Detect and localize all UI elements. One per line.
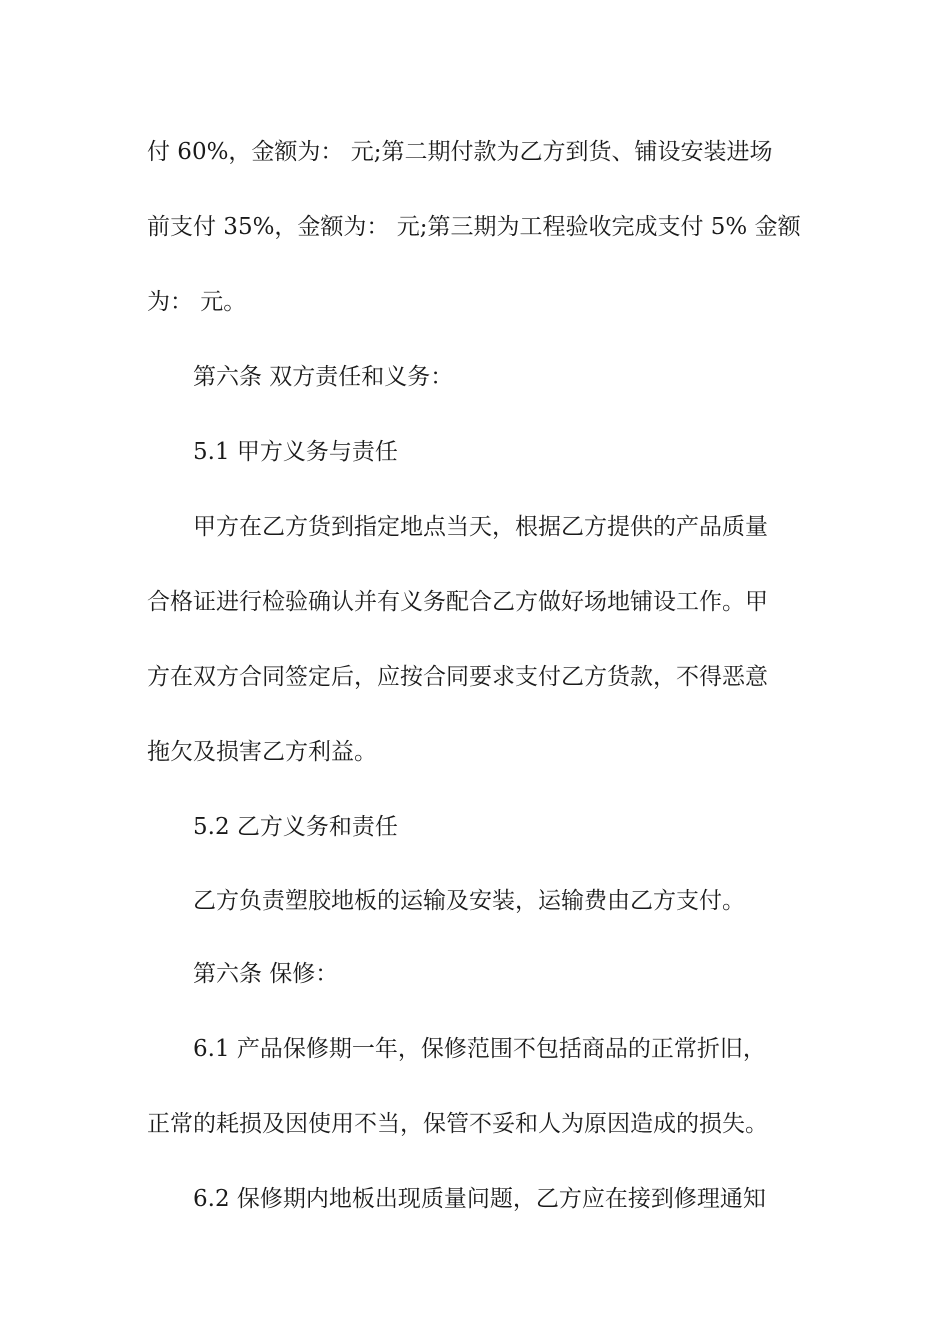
text-line-14: 正常的耗损及因使用不当，保管不妥和人为原因造成的损失。: [147, 1111, 768, 1137]
text-line-15: 6.2 保修期内地板出现质量问题，乙方应在接到修理通知: [193, 1186, 766, 1212]
section-heading-warranty: 第六条 保修：: [193, 961, 339, 987]
subsection-heading-5-1: 5.1 甲方义务与责任: [193, 439, 398, 465]
text-line-6: 甲方在乙方货到指定地点当天，根据乙方提供的产品质量: [193, 514, 768, 540]
text-line-2: 前支付 35%，金额为： 元;第三期为工程验收完成支付 5% 金额: [147, 214, 801, 240]
text-line-8: 方在双方合同签定后，应按合同要求支付乙方货款，不得恶意: [147, 664, 768, 690]
section-heading-duties: 第六条 双方责任和义务：: [193, 364, 454, 390]
text-line-13: 6.1 产品保修期一年，保修范围不包括商品的正常折旧，: [193, 1036, 766, 1062]
text-line-7: 合格证进行检验确认并有义务配合乙方做好场地铺设工作。甲: [147, 589, 768, 615]
subsection-heading-5-2: 5.2 乙方义务和责任: [193, 814, 398, 840]
text-line-11: 乙方负责塑胶地板的运输及安装，运输费由乙方支付。: [193, 888, 745, 914]
text-line-1: 付 60%，金额为： 元;第二期付款为乙方到货、铺设安装进场: [147, 139, 773, 165]
text-line-3: 为： 元。: [147, 289, 247, 315]
text-line-9: 拖欠及损害乙方利益。: [147, 739, 377, 765]
